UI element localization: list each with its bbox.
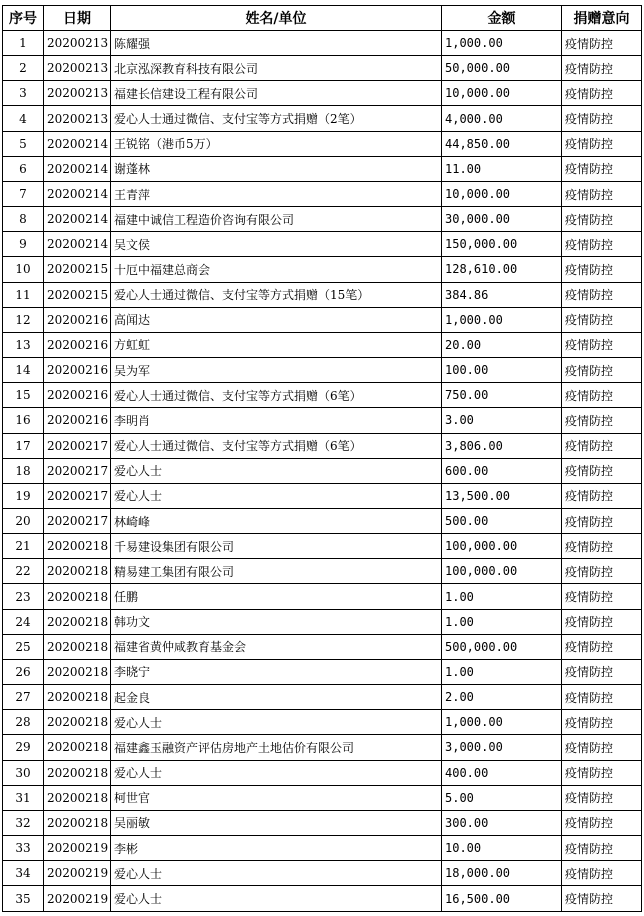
cell-donor-name: 北京泓深教育科技有限公司 xyxy=(111,56,442,81)
cell-purpose: 疫情防控 xyxy=(562,861,642,886)
cell-date: 20200216 xyxy=(44,408,111,433)
cell-purpose: 疫情防控 xyxy=(562,760,642,785)
cell-purpose: 疫情防控 xyxy=(562,207,642,232)
cell-purpose: 疫情防控 xyxy=(562,232,642,257)
cell-purpose: 疫情防控 xyxy=(562,307,642,332)
cell-purpose: 疫情防控 xyxy=(562,81,642,106)
cell-amount: 300.00 xyxy=(442,810,562,835)
cell-amount: 44,850.00 xyxy=(442,131,562,156)
cell-no: 11 xyxy=(3,282,44,307)
cell-purpose: 疫情防控 xyxy=(562,634,642,659)
cell-purpose: 疫情防控 xyxy=(562,559,642,584)
cell-amount: 100,000.00 xyxy=(442,559,562,584)
cell-donor-name: 谢蓬林 xyxy=(111,156,442,181)
cell-amount: 50,000.00 xyxy=(442,56,562,81)
cell-no: 5 xyxy=(3,131,44,156)
header-row xyxy=(3,6,642,31)
table-row xyxy=(3,483,642,508)
cell-date: 20200216 xyxy=(44,332,111,357)
cell-no: 27 xyxy=(3,685,44,710)
cell-no: 32 xyxy=(3,810,44,835)
cell-purpose: 疫情防控 xyxy=(562,358,642,383)
table-row xyxy=(3,810,642,835)
cell-no: 31 xyxy=(3,785,44,810)
cell-donor-name: 爱心人士通过微信、支付宝等方式捐赠（6笔） xyxy=(111,383,442,408)
cell-donor-name: 十厄中福建总商会 xyxy=(111,257,442,282)
table-row xyxy=(3,559,642,584)
cell-purpose: 疫情防控 xyxy=(562,156,642,181)
cell-date: 20200214 xyxy=(44,131,111,156)
cell-purpose: 疫情防控 xyxy=(562,332,642,357)
cell-date: 20200218 xyxy=(44,559,111,584)
cell-date: 20200213 xyxy=(44,81,111,106)
header-amount: 金额 xyxy=(442,6,562,31)
cell-amount: 500,000.00 xyxy=(442,634,562,659)
cell-no: 2 xyxy=(3,56,44,81)
cell-donor-name: 起金良 xyxy=(111,685,442,710)
table-row xyxy=(3,156,642,181)
cell-amount: 1,000.00 xyxy=(442,307,562,332)
cell-no: 12 xyxy=(3,307,44,332)
cell-no: 10 xyxy=(3,257,44,282)
cell-amount: 20.00 xyxy=(442,332,562,357)
cell-donor-name: 陈耀强 xyxy=(111,31,442,56)
table-row xyxy=(3,232,642,257)
cell-donor-name: 爱心人士 xyxy=(111,710,442,735)
cell-date: 20200219 xyxy=(44,836,111,861)
cell-amount: 100,000.00 xyxy=(442,534,562,559)
cell-donor-name: 柯世官 xyxy=(111,785,442,810)
cell-amount: 1.00 xyxy=(442,609,562,634)
table-row xyxy=(3,383,642,408)
cell-no: 24 xyxy=(3,609,44,634)
cell-no: 18 xyxy=(3,458,44,483)
cell-amount: 2.00 xyxy=(442,685,562,710)
cell-donor-name: 韩功文 xyxy=(111,609,442,634)
header-purpose: 捐赠意向 xyxy=(562,6,642,31)
cell-purpose: 疫情防控 xyxy=(562,508,642,533)
cell-donor-name: 高闻达 xyxy=(111,307,442,332)
header-date: 日期 xyxy=(44,6,111,31)
cell-purpose: 疫情防控 xyxy=(562,106,642,131)
cell-donor-name: 爱心人士 xyxy=(111,861,442,886)
cell-no: 23 xyxy=(3,584,44,609)
cell-date: 20200213 xyxy=(44,56,111,81)
cell-no: 20 xyxy=(3,508,44,533)
cell-donor-name: 爱心人士通过微信、支付宝等方式捐赠（2笔） xyxy=(111,106,442,131)
cell-date: 20200218 xyxy=(44,685,111,710)
cell-no: 19 xyxy=(3,483,44,508)
cell-amount: 3,000.00 xyxy=(442,735,562,760)
cell-date: 20200217 xyxy=(44,458,111,483)
cell-date: 20200219 xyxy=(44,861,111,886)
cell-no: 9 xyxy=(3,232,44,257)
cell-purpose: 疫情防控 xyxy=(562,534,642,559)
cell-amount: 10,000.00 xyxy=(442,181,562,206)
table-row xyxy=(3,735,642,760)
cell-date: 20200215 xyxy=(44,257,111,282)
cell-amount: 384.86 xyxy=(442,282,562,307)
cell-no: 35 xyxy=(3,886,44,912)
cell-donor-name: 爱心人士 xyxy=(111,458,442,483)
table-row xyxy=(3,433,642,458)
cell-amount: 1.00 xyxy=(442,584,562,609)
cell-amount: 18,000.00 xyxy=(442,861,562,886)
table-row xyxy=(3,634,642,659)
donation-table xyxy=(2,5,642,912)
cell-purpose: 疫情防控 xyxy=(562,483,642,508)
table-row xyxy=(3,785,642,810)
cell-no: 28 xyxy=(3,710,44,735)
cell-date: 20200214 xyxy=(44,181,111,206)
cell-purpose: 疫情防控 xyxy=(562,433,642,458)
cell-date: 20200216 xyxy=(44,307,111,332)
table-row xyxy=(3,81,642,106)
cell-purpose: 疫情防控 xyxy=(562,609,642,634)
table-row xyxy=(3,609,642,634)
cell-amount: 400.00 xyxy=(442,760,562,785)
cell-date: 20200217 xyxy=(44,483,111,508)
cell-donor-name: 方虹虹 xyxy=(111,332,442,357)
cell-no: 3 xyxy=(3,81,44,106)
cell-donor-name: 吴丽敏 xyxy=(111,810,442,835)
cell-date: 20200218 xyxy=(44,659,111,684)
cell-amount: 3.00 xyxy=(442,408,562,433)
cell-amount: 1,000.00 xyxy=(442,31,562,56)
cell-date: 20200214 xyxy=(44,207,111,232)
cell-date: 20200216 xyxy=(44,383,111,408)
cell-date: 20200216 xyxy=(44,358,111,383)
table-row xyxy=(3,584,642,609)
table-row xyxy=(3,760,642,785)
table-row xyxy=(3,332,642,357)
cell-purpose: 疫情防控 xyxy=(562,383,642,408)
cell-amount: 5.00 xyxy=(442,785,562,810)
cell-donor-name: 吴文侯 xyxy=(111,232,442,257)
cell-no: 6 xyxy=(3,156,44,181)
cell-no: 4 xyxy=(3,106,44,131)
cell-donor-name: 爱心人士通过微信、支付宝等方式捐赠（6笔） xyxy=(111,433,442,458)
header-name: 姓名/单位 xyxy=(111,6,442,31)
cell-no: 30 xyxy=(3,760,44,785)
cell-amount: 150,000.00 xyxy=(442,232,562,257)
table-row xyxy=(3,886,642,912)
table-row xyxy=(3,31,642,56)
table-row xyxy=(3,861,642,886)
cell-purpose: 疫情防控 xyxy=(562,56,642,81)
cell-purpose: 疫情防控 xyxy=(562,735,642,760)
cell-donor-name: 爱心人士通过微信、支付宝等方式捐赠（15笔） xyxy=(111,282,442,307)
table-row xyxy=(3,408,642,433)
cell-donor-name: 福建中诚信工程造价咨询有限公司 xyxy=(111,207,442,232)
cell-date: 20200217 xyxy=(44,433,111,458)
cell-donor-name: 爱心人士 xyxy=(111,886,442,912)
cell-date: 20200214 xyxy=(44,156,111,181)
cell-no: 21 xyxy=(3,534,44,559)
table-row xyxy=(3,181,642,206)
cell-purpose: 疫情防控 xyxy=(562,181,642,206)
cell-purpose: 疫情防控 xyxy=(562,810,642,835)
cell-donor-name: 福建长信建设工程有限公司 xyxy=(111,81,442,106)
cell-no: 29 xyxy=(3,735,44,760)
table-row xyxy=(3,207,642,232)
cell-amount: 4,000.00 xyxy=(442,106,562,131)
cell-purpose: 疫情防控 xyxy=(562,408,642,433)
table-row xyxy=(3,508,642,533)
cell-date: 20200217 xyxy=(44,508,111,533)
cell-amount: 128,610.00 xyxy=(442,257,562,282)
table-row xyxy=(3,836,642,861)
cell-donor-name: 李彬 xyxy=(111,836,442,861)
cell-no: 16 xyxy=(3,408,44,433)
cell-donor-name: 福建鑫玉融资产评估房地产土地估价有限公司 xyxy=(111,735,442,760)
cell-amount: 16,500.00 xyxy=(442,886,562,912)
cell-no: 14 xyxy=(3,358,44,383)
cell-amount: 11.00 xyxy=(442,156,562,181)
cell-date: 20200218 xyxy=(44,735,111,760)
table-body xyxy=(3,31,642,912)
cell-purpose: 疫情防控 xyxy=(562,836,642,861)
cell-donor-name: 林崎峰 xyxy=(111,508,442,533)
cell-amount: 13,500.00 xyxy=(442,483,562,508)
table-row xyxy=(3,458,642,483)
cell-no: 1 xyxy=(3,31,44,56)
cell-date: 20200218 xyxy=(44,785,111,810)
cell-amount: 600.00 xyxy=(442,458,562,483)
cell-date: 20200218 xyxy=(44,760,111,785)
table-row xyxy=(3,257,642,282)
cell-amount: 500.00 xyxy=(442,508,562,533)
cell-donor-name: 王锐铭（港币5万） xyxy=(111,131,442,156)
cell-donor-name: 王青萍 xyxy=(111,181,442,206)
cell-purpose: 疫情防控 xyxy=(562,282,642,307)
cell-purpose: 疫情防控 xyxy=(562,685,642,710)
cell-date: 20200218 xyxy=(44,710,111,735)
cell-date: 20200219 xyxy=(44,886,111,912)
cell-donor-name: 吴为军 xyxy=(111,358,442,383)
cell-no: 34 xyxy=(3,861,44,886)
cell-purpose: 疫情防控 xyxy=(562,710,642,735)
table-row xyxy=(3,106,642,131)
table-row xyxy=(3,710,642,735)
cell-amount: 1,000.00 xyxy=(442,710,562,735)
table-row xyxy=(3,131,642,156)
cell-date: 20200218 xyxy=(44,810,111,835)
cell-date: 20200213 xyxy=(44,106,111,131)
cell-no: 22 xyxy=(3,559,44,584)
cell-no: 15 xyxy=(3,383,44,408)
cell-amount: 3,806.00 xyxy=(442,433,562,458)
header-no: 序号 xyxy=(3,6,44,31)
cell-purpose: 疫情防控 xyxy=(562,659,642,684)
cell-amount: 750.00 xyxy=(442,383,562,408)
table-row xyxy=(3,282,642,307)
cell-purpose: 疫情防控 xyxy=(562,584,642,609)
cell-purpose: 疫情防控 xyxy=(562,886,642,912)
cell-date: 20200218 xyxy=(44,584,111,609)
cell-no: 17 xyxy=(3,433,44,458)
cell-date: 20200213 xyxy=(44,31,111,56)
cell-purpose: 疫情防控 xyxy=(562,785,642,810)
table-row xyxy=(3,307,642,332)
cell-no: 33 xyxy=(3,836,44,861)
cell-donor-name: 爱心人士 xyxy=(111,760,442,785)
cell-no: 7 xyxy=(3,181,44,206)
table-row xyxy=(3,56,642,81)
table-row xyxy=(3,685,642,710)
cell-amount: 10.00 xyxy=(442,836,562,861)
cell-amount: 10,000.00 xyxy=(442,81,562,106)
cell-purpose: 疫情防控 xyxy=(562,131,642,156)
cell-date: 20200218 xyxy=(44,534,111,559)
cell-date: 20200215 xyxy=(44,282,111,307)
table-row xyxy=(3,358,642,383)
cell-donor-name: 李晓宁 xyxy=(111,659,442,684)
cell-donor-name: 李明肖 xyxy=(111,408,442,433)
cell-amount: 100.00 xyxy=(442,358,562,383)
cell-amount: 1.00 xyxy=(442,659,562,684)
cell-date: 20200218 xyxy=(44,634,111,659)
cell-donor-name: 爱心人士 xyxy=(111,483,442,508)
cell-purpose: 疫情防控 xyxy=(562,31,642,56)
cell-no: 26 xyxy=(3,659,44,684)
table-row xyxy=(3,659,642,684)
cell-donor-name: 福建省黄仲咸教育基金会 xyxy=(111,634,442,659)
cell-donor-name: 千易建设集团有限公司 xyxy=(111,534,442,559)
table-row xyxy=(3,534,642,559)
cell-date: 20200214 xyxy=(44,232,111,257)
cell-no: 25 xyxy=(3,634,44,659)
cell-no: 8 xyxy=(3,207,44,232)
cell-amount: 30,000.00 xyxy=(442,207,562,232)
cell-purpose: 疫情防控 xyxy=(562,257,642,282)
cell-no: 13 xyxy=(3,332,44,357)
cell-donor-name: 任鹏 xyxy=(111,584,442,609)
cell-purpose: 疫情防控 xyxy=(562,458,642,483)
cell-donor-name: 精易建工集团有限公司 xyxy=(111,559,442,584)
cell-date: 20200218 xyxy=(44,609,111,634)
